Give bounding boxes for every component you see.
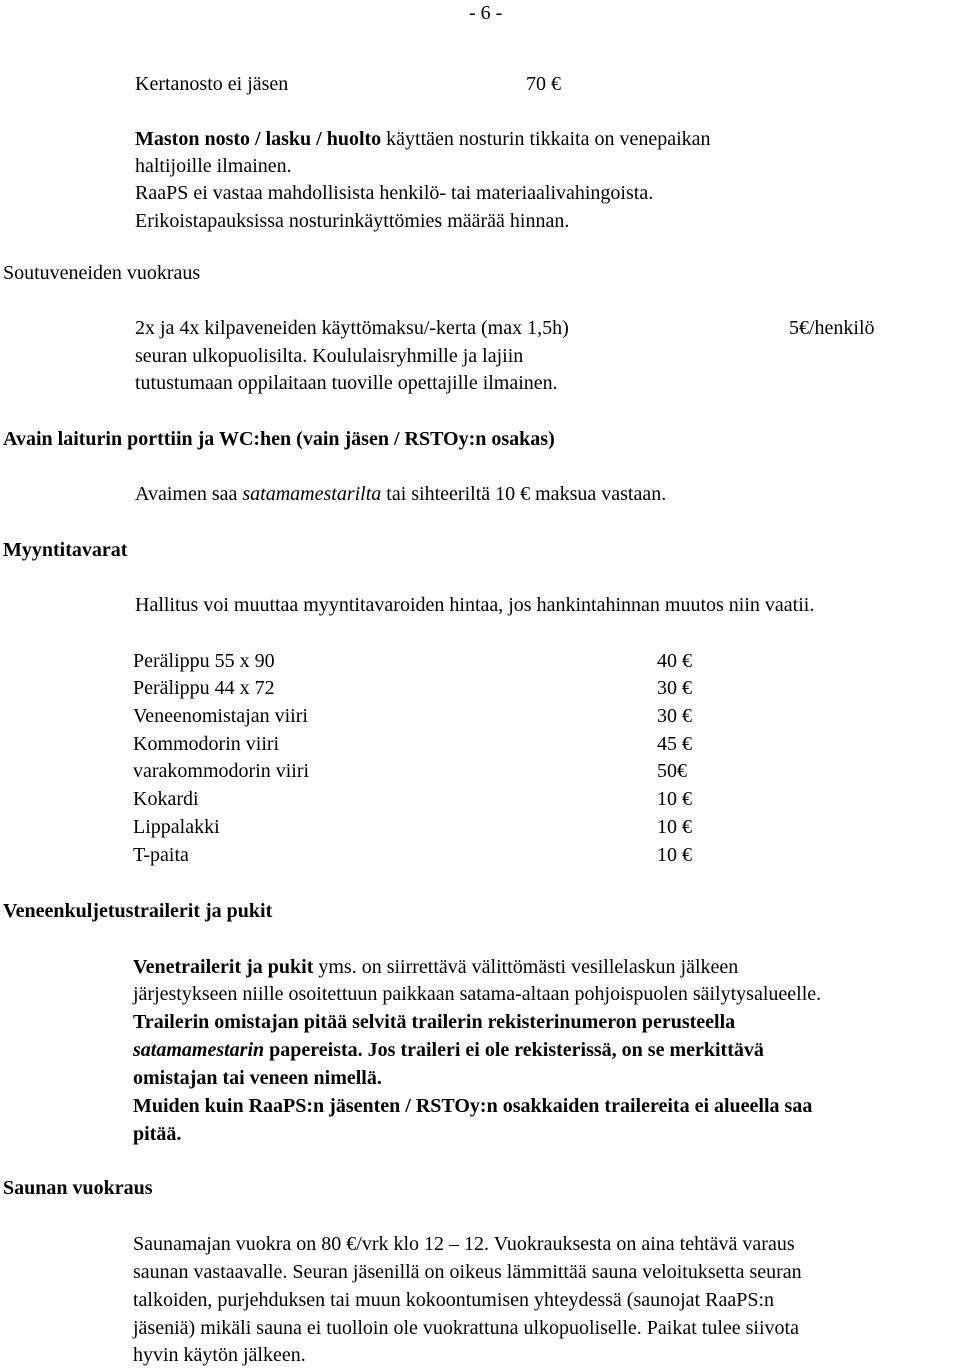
price-item-price: 50€ (657, 760, 687, 782)
price-item-name: Kommodorin viiri (133, 733, 280, 755)
soutu-price: 5€/henkilö (789, 317, 875, 339)
myynti-note: Hallitus voi muuttaa myyntitavaroiden hintaa, jos hankintahinnan muutos niin vaatii. (135, 594, 815, 616)
price-item-name: Kokardi (133, 788, 199, 810)
soutu-heading: Soutuveneiden vuokraus (3, 262, 201, 284)
traileri-line-4 (133, 1040, 764, 1060)
soutu-line-1: 2x ja 4x kilpaveneiden käyttömaksu/-kerta (max 1,5h) (135, 317, 569, 339)
traileri-heading: Veneenkuljetustrailerit ja pukit (3, 900, 273, 922)
soutu-line-3: tutustumaan oppilaitaan tuoville opettajille ilmainen. (135, 372, 558, 394)
myynti-heading: Myyntitavarat (3, 539, 128, 561)
traileri-line-2: järjestykseen niille osoitettuun paikkaan satama-altaan pohjoispuolen säilytysalueelle. (133, 983, 822, 1005)
price-item-name: T-paita (133, 844, 189, 866)
price-item-name: Perälippu 55 x 90 (133, 650, 275, 672)
maston-line-3: RaaPS ei vastaa mahdollisista henkilö- tai materiaalivahingoista. (135, 182, 654, 204)
maston-bold: Maston nosto / lasku / huolto (135, 128, 382, 150)
sauna-heading: Saunan vuokraus (3, 1177, 153, 1199)
sauna-line-2: saunan vastaavalle. Seuran jäsenillä on oikeus lämmittää sauna veloituksetta seuran (133, 1261, 802, 1283)
price-item-name: varakommodorin viiri (133, 760, 310, 782)
page-number: - 6 - (469, 2, 503, 24)
sauna-line-3: talkoiden, purjehduksen tai muun kokoontumisen yhteydessä (saunojat RaaPS:n (133, 1289, 775, 1311)
avain-italic: satamamestarilta (242, 483, 382, 505)
soutu-line-2: seuran ulkopuolisilta. Koululaisryhmille ja lajiin (135, 345, 524, 367)
price-item-name: Lippalakki (133, 816, 220, 838)
price-item-price: 10 € (657, 816, 692, 838)
avain-pre: Avaimen saa (135, 483, 243, 505)
price-item-price: 30 € (657, 677, 692, 699)
price-item-price: 10 € (657, 788, 692, 810)
traileri-line-6: Muiden kuin RaaPS:n jäsenten / RSTOy:n osakkaiden trailereita ei alueella saa (133, 1095, 813, 1117)
sauna-line-1: Saunamajan vuokra on 80 €/vrk klo 12 – 12. Vuokrauksesta on aina tehtävä varaus (133, 1233, 795, 1255)
sauna-line-5: hyvin käytön jälkeen. (133, 1344, 306, 1366)
avain-post: tai sihteeriltä 10 € maksua vastaan. (381, 483, 667, 505)
price-item-price: 30 € (657, 705, 692, 727)
price-item-price: 40 € (657, 650, 692, 672)
traileri-l4-rest: papereista. Jos traileri ei ole rekisterissä, on se merkittävä (264, 1039, 764, 1061)
traileri-line-7: pitää. (133, 1123, 182, 1145)
maston-rest: käyttäen nosturin tikkaita on venepaikan (381, 128, 711, 150)
maston-line-2: haltijoille ilmainen. (135, 155, 292, 177)
price-item-name: Veneenomistajan viiri (133, 705, 308, 727)
price-item-price: 10 € (657, 844, 692, 866)
traileri-line-1 (133, 957, 738, 977)
avain-text (135, 484, 666, 504)
traileri-l4-italic: satamamestarin (133, 1039, 265, 1061)
maston-line-4: Erikoistapauksissa nosturinkäyttömies määrää hinnan. (135, 210, 570, 232)
traileri-l1-rest: yms. on siirrettävä välittömästi vesillelaskun jälkeen (313, 956, 739, 978)
kertanosto-label: Kertanosto ei jäsen (135, 73, 289, 95)
traileri-l1-bold: Venetrailerit ja pukit (133, 956, 314, 978)
sauna-line-4: jäseniä) mikäli sauna ei tuolloin ole vuokrattuna ulkopuoliselle. Paikat tulee siivota (133, 1317, 799, 1339)
traileri-line-3: Trailerin omistajan pitää selvitä trailerin rekisterinumeron perusteella (133, 1011, 736, 1033)
kertanosto-price: 70 € (526, 73, 561, 95)
avain-heading: Avain laiturin porttiin ja WC:hen (vain jäsen / RSTOy:n osakas) (3, 428, 555, 450)
maston-line-1 (135, 129, 711, 149)
price-item-name: Perälippu 44 x 72 (133, 677, 275, 699)
price-item-price: 45 € (657, 733, 692, 755)
traileri-line-5: omistajan tai veneen nimellä. (133, 1067, 382, 1089)
